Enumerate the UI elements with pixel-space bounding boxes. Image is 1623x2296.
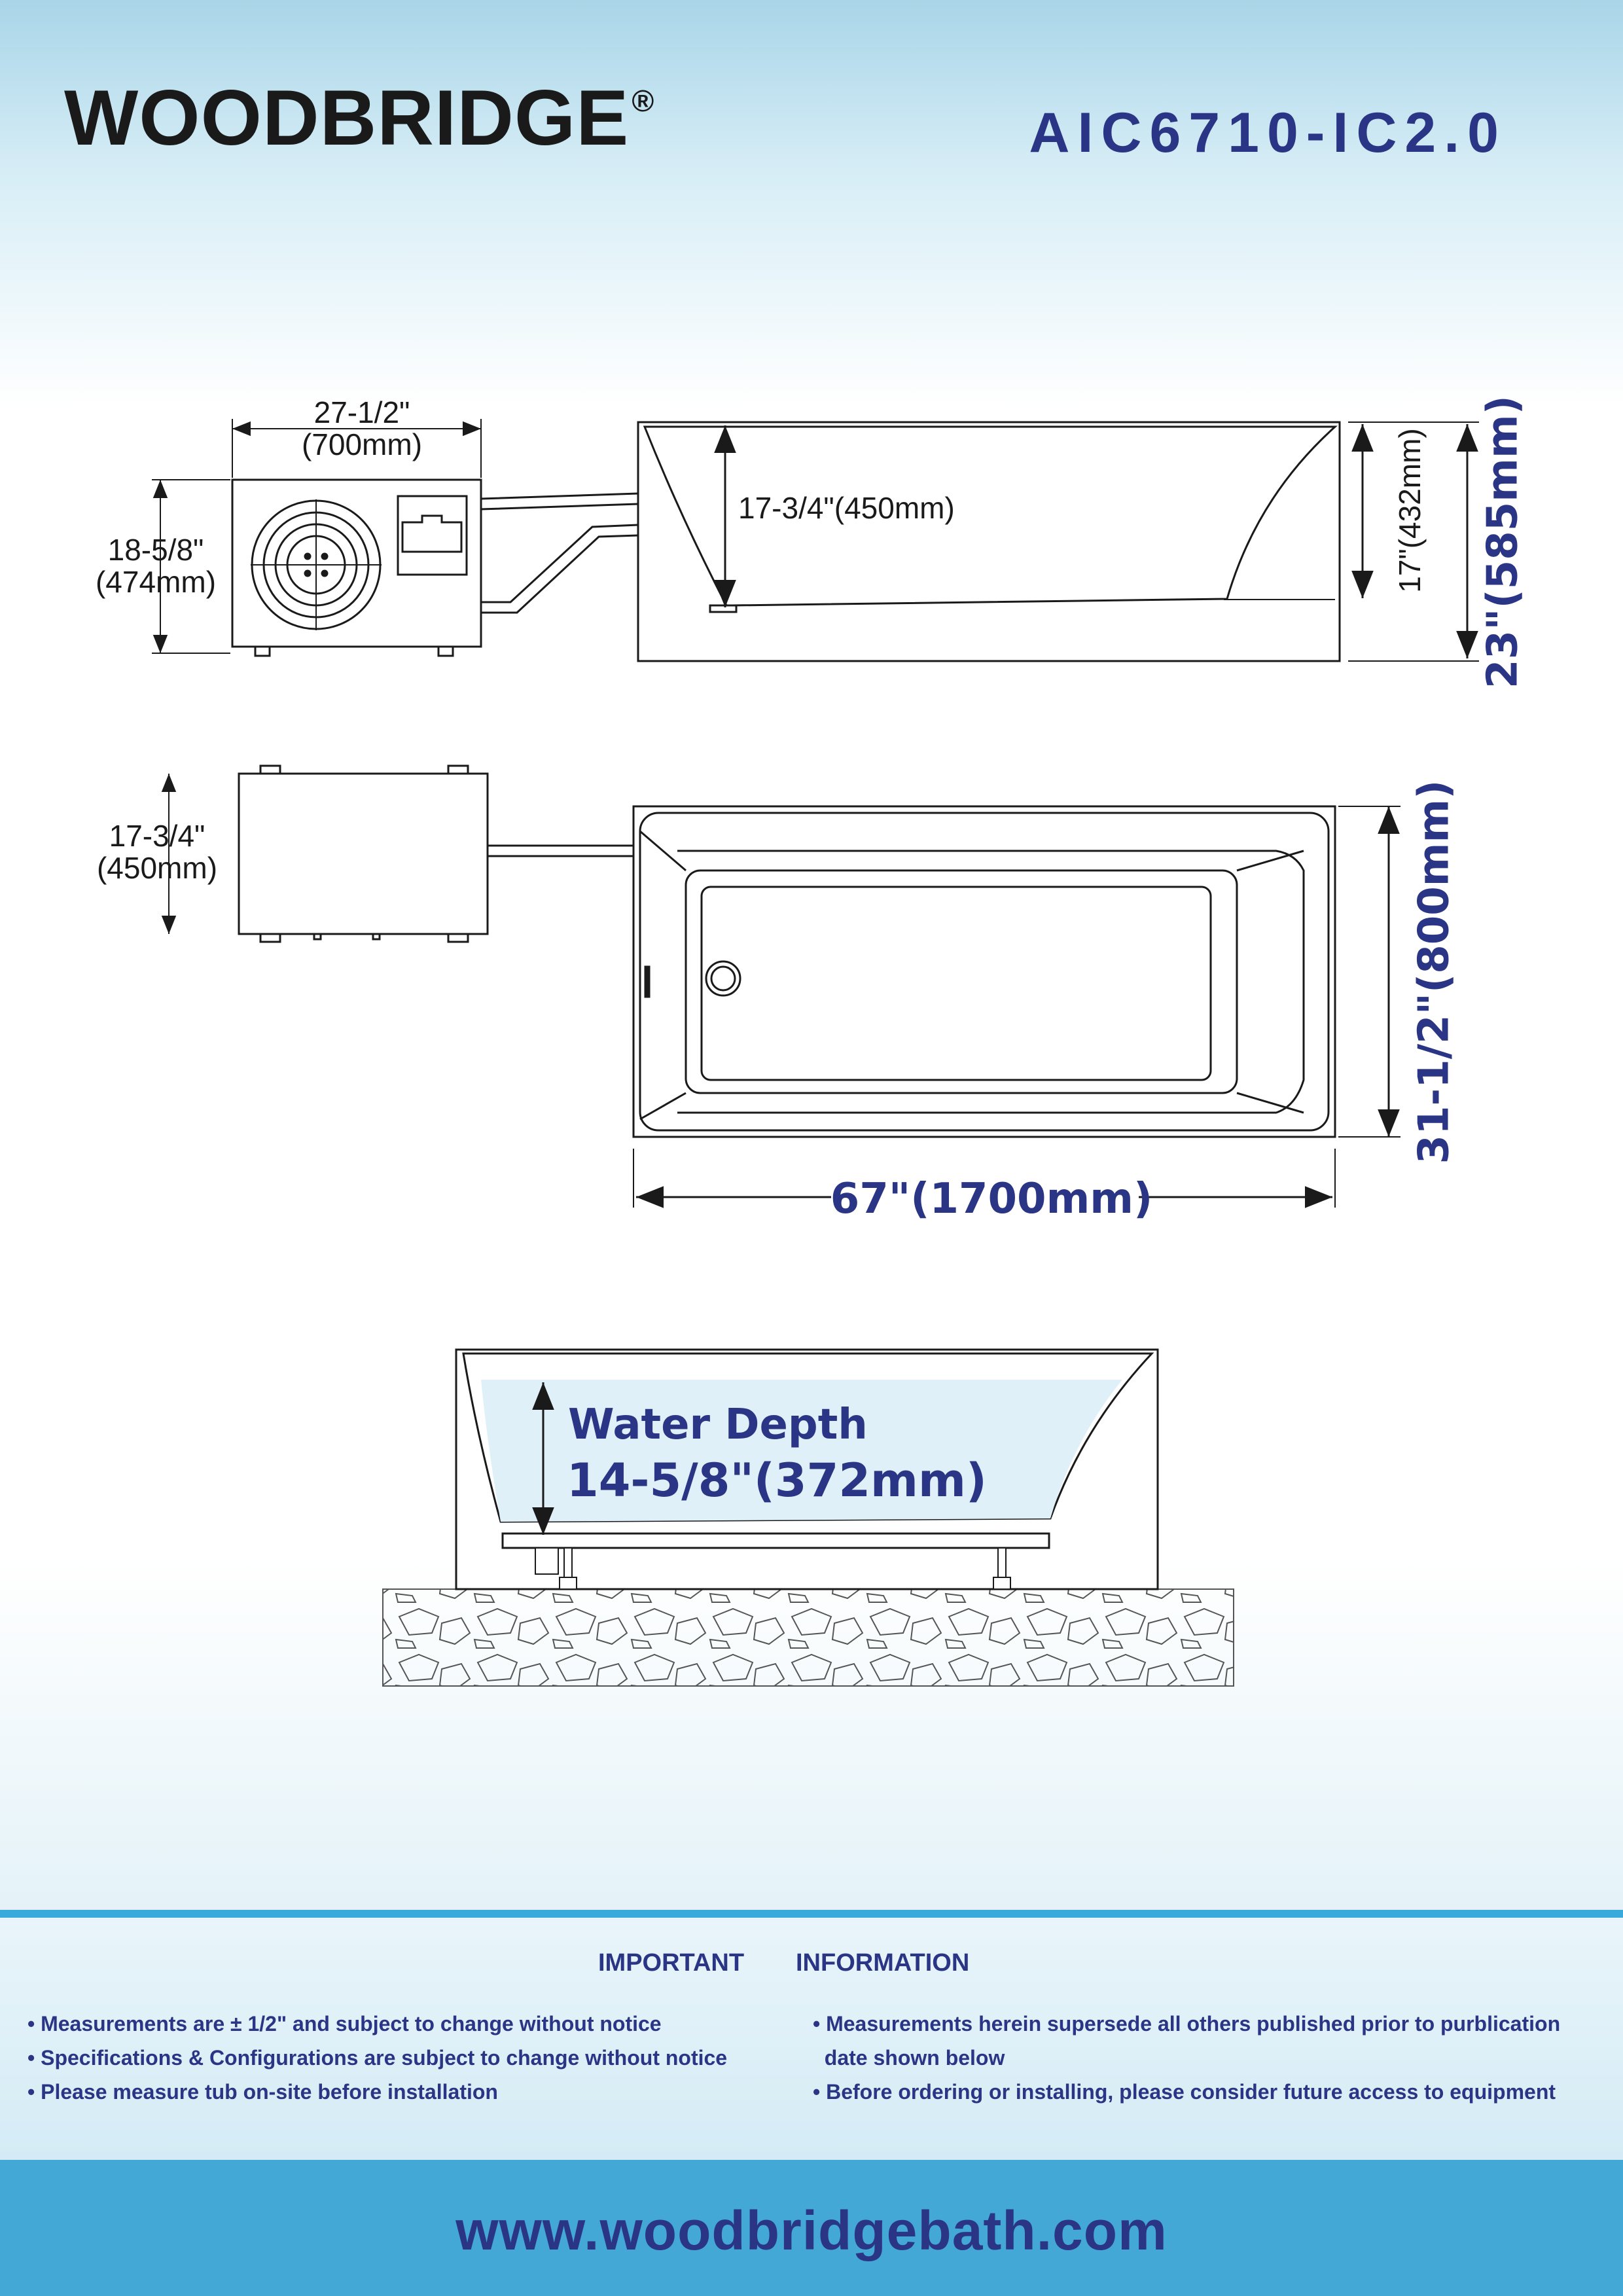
- chiller-height-mm-label: (474mm): [95, 565, 217, 599]
- chiller-width-mm-label: (700mm): [301, 427, 423, 461]
- chiller-width-label: 27-1/2": [313, 395, 410, 429]
- info-bullet: date shown below: [813, 2046, 1005, 2070]
- tub-height-label: 23"(585mm): [1478, 395, 1527, 689]
- chiller-height-label: 18-5/8": [107, 533, 204, 567]
- info-title-important: IMPORTANT: [598, 1949, 745, 1977]
- hose-lower: [481, 525, 638, 613]
- tub-width-label: 31-1/2"(800mm): [1410, 780, 1459, 1164]
- tub-top-view: [633, 806, 1335, 1137]
- water-depth-label: Water Depth: [568, 1401, 868, 1449]
- tub-inner-depth-label: 17-3/4"(450mm): [738, 491, 955, 525]
- water-depth-value: 14-5/8"(372mm): [567, 1454, 987, 1507]
- registered-mark: ®: [632, 84, 655, 118]
- tub-side-depth-label: 17"(432mm): [1393, 428, 1427, 593]
- chiller-top-view: [239, 766, 633, 942]
- tub-length-label: 67"(1700mm): [830, 1175, 1153, 1223]
- info-bullet: • Specifications & Configurations are subject to change without notice: [27, 2046, 728, 2070]
- info-title-information: INFORMATION: [796, 1949, 970, 1977]
- brand-name: WOODBRIDGE: [64, 74, 630, 162]
- hose-upper: [481, 493, 638, 509]
- floor-stones: [383, 1589, 1234, 1686]
- info-bullet: • Before ordering or installing, please consider future access to equipment: [813, 2080, 1556, 2104]
- chiller-depth-label: 17-3/4": [109, 819, 205, 853]
- info-bullet: • Please measure tub on-site before installation: [27, 2080, 498, 2104]
- website-link[interactable]: www.woodbridgebath.com: [455, 2200, 1168, 2261]
- hose-top: [488, 846, 633, 856]
- chiller-side-view: [232, 480, 638, 656]
- chiller-depth-mm-label: (450mm): [96, 851, 218, 885]
- info-bullet: • Measurements are ± 1/2" and subject to change without notice: [27, 2012, 662, 2036]
- info-divider: [0, 1910, 1623, 1918]
- tub-side-view: [638, 422, 1340, 661]
- model-number: AIC6710-IC2.0: [1029, 101, 1507, 164]
- tub-side-outline: [638, 422, 1340, 661]
- info-bullet: • Measurements herein supersede all others published prior to purblication: [813, 2012, 1561, 2036]
